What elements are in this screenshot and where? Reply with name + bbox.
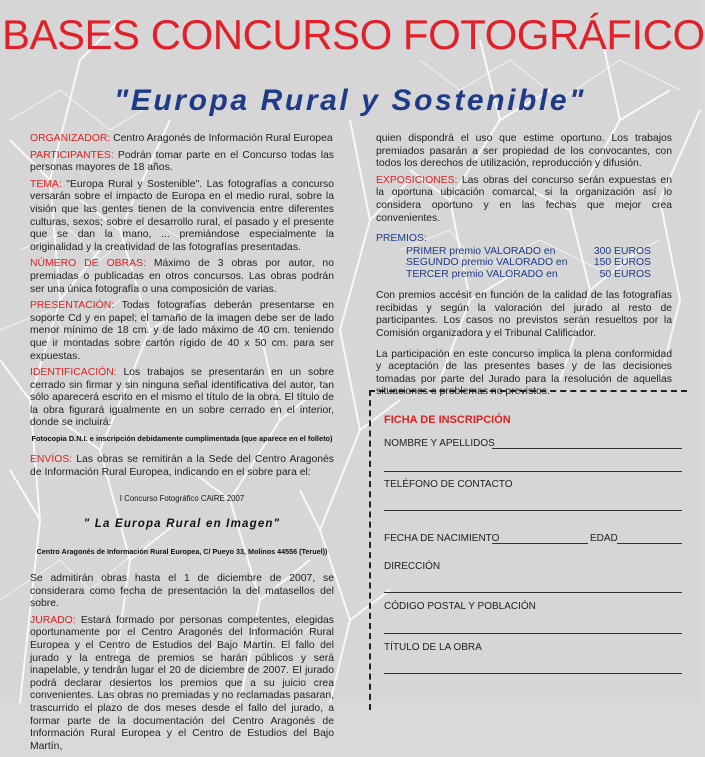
continuation-paragraph: quien dispondrá el uso que estime oportuno. Los trabajos premiados pasarán a ser propiedad de los convocantes, con todos los derechos de utilización, reproducción y difusión.	[376, 133, 672, 170]
edad-line[interactable]	[617, 543, 682, 544]
nombre-line-2[interactable]	[384, 471, 682, 472]
premio-row-tercer	[376, 269, 672, 281]
premio-amount: 50 EUROS	[599, 268, 651, 280]
contest-subtitle: "Europa Rural y Sostenible"	[113, 84, 587, 117]
premio-name: TERCER premio VALORADO en	[406, 268, 558, 280]
numero-paragraph	[30, 258, 334, 296]
registration-form-title: FICHA DE INSCRIPCIÓN	[384, 414, 511, 426]
admitiran-paragraph: Se admitirán obras hasta el 1 de diciembre de 2007, se considerara como fecha de presentación la del matasellos del sobre.	[30, 573, 334, 610]
exposiciones-text: Las obras del concurso serán expuestas en la oportuna ubicación comarcal, si la organización así lo considera oportuno y en las fechas que mejor crea convenientes.	[376, 174, 672, 224]
titulo-obra-line[interactable]	[384, 673, 682, 674]
premio-row-primer	[376, 246, 672, 258]
fotocopia-note: Fotocopia D.N.I. e inscripción debidamente cumplimentada (que aparece en el folleto)	[31, 434, 333, 444]
participantes-label: PARTICIPANTES:	[30, 149, 114, 161]
presentacion-label: PRESENTACIÓN:	[30, 300, 115, 312]
telefono-line[interactable]	[384, 510, 682, 511]
telefono-label: TELÉFONO DE CONTACTO	[384, 479, 513, 490]
numero-label: NÚMERO DE OBRAS:	[30, 258, 146, 270]
direccion-line[interactable]	[384, 592, 682, 593]
europa-imagen-title: " La Europa Rural en Imagen"	[83, 517, 281, 530]
exposiciones-label: EXPOSICIONES:	[376, 174, 458, 186]
organizador-paragraph	[30, 133, 334, 146]
envios-label: ENVÍOS:	[30, 454, 73, 466]
presentacion-text: Todas fotografías deberán presentarse en soporte Cd y en papel; el tamaño de la imagen debe ser de lado menor mínimo de 18 cm. y de lado máximo de 40 cm. teniendo que ir montadas sobre cartón rígido de 40 x 50 cm. para ser expuestas.	[30, 300, 334, 362]
tema-paragraph	[30, 179, 334, 255]
identificacion-text: Los trabajos se presentarán en un sobre cerrado sin firmar y sin ninguna señal identificativa del autor, tan sólo aparecerá escrito en el mismo el título de la obra. El título de la obra figurará igualmente en un sobre cerrado en el interior, donde se incluirá:	[30, 367, 334, 429]
jurado-label: JURADO:	[30, 614, 76, 626]
titulo-obra-label: TÍTULO DE LA OBRA	[384, 642, 482, 653]
premio-name: SEGUNDO premio VALORADO en	[406, 257, 568, 269]
concurso-caire-line: I Concurso Fotográfico CAIRE 2007	[119, 494, 245, 504]
identificacion-paragraph	[30, 367, 334, 430]
fecha-nacimiento-label: FECHA DE NACIMIENTO	[384, 533, 500, 544]
premio-amount: 150 EUROS	[593, 257, 651, 269]
exposiciones-paragraph	[376, 175, 672, 225]
premio-amount: 300 EUROS	[593, 245, 651, 257]
left-column	[30, 133, 334, 757]
accesit-paragraph: Con premios accésit en función de la calidad de las fotografías recibidas y según la valoración del jurado al resto de participantes. Los casos no previstos serán resueltos por la Comisión organizadora y el Tribunal Calificador.	[376, 290, 672, 340]
participantes-text: Podrán tomar parte en el Concurso todas las personas mayores de 18 años.	[30, 149, 334, 174]
edad-label: EDAD	[590, 533, 618, 544]
direccion-label: DIRECCIÓN	[384, 561, 441, 572]
address-line: Centro Aragonés de Información Rural Europea, C/ Pueyo 33, Molinos 44556 (Teruel))	[36, 547, 328, 557]
identificacion-label: IDENTIFICACIÓN:	[30, 367, 117, 379]
codigo-postal-line[interactable]	[384, 633, 682, 634]
jurado-paragraph	[30, 615, 334, 754]
nombre-line[interactable]	[492, 448, 682, 449]
right-column	[376, 133, 672, 403]
fecha-nacimiento-line[interactable]	[492, 543, 588, 544]
envios-paragraph	[30, 454, 334, 479]
participantes-paragraph	[30, 150, 334, 175]
envios-text: Las obras se remitirán a la Sede del Centro Aragonés de Información Rural Europea, indicando en el sobre para el:	[30, 454, 334, 478]
jurado-text: Estará formado por personas competentes, elegidas oportunamente por el Centro Aragonés del Información Rural Europea y el Centro de Estudios del Bajo Martín. El fallo del jurado y la entrega de premios se harán públicos y será inapelable, y tendrán lugar el 20 de diciembre de 2007. El jurado podrá declarar desiertos los premios que a su juicio crea convenientes. Las obras no premiadas y no reclamadas pasaran, trascurrido el plazo de dos meses desde el fallo del jurado, a formar parte de la documentación del Centro Aragonés de Información Rural Europea y el Centro de Estudios del Bajo Martín,	[30, 614, 334, 752]
premios-title: PREMIOS:	[376, 233, 427, 245]
premio-name: PRIMER premio VALORADO en	[406, 245, 556, 257]
numero-text: Máximo de 3 obras por autor, no premiadas o publicadas en otros concursos. Las obras podrán ser una única fotografía o una composición de varias.	[30, 258, 334, 295]
premio-row-segundo	[376, 257, 672, 269]
nombre-label: NOMBRE Y APELLIDOS	[384, 438, 495, 449]
codigo-postal-label: CÓDIGO POSTAL Y POBLACIÓN	[384, 601, 536, 612]
tema-label: TEMA:	[30, 178, 62, 190]
organizador-text: Centro Aragonés de Información Rural Europea	[110, 133, 333, 144]
organizador-label: ORGANIZADOR:	[30, 133, 111, 144]
tema-text: "Europa Rural y Sostenible". Las fotografías a concurso versarán sobre el impacto de Europa en el medio rural, sobre la visión que las gentes tienen de la convivencia entre diferentes culturas, sexos; sobre el desarrollo rural, el pasado y el presente que se dan la mano, ... premiándose especialmente la originalidad y la creatividad de las fotografías presentadas.	[30, 178, 334, 253]
page-title: BASES CONCURSO FOTOGRÁFICO	[2, 11, 705, 58]
presentacion-paragraph	[30, 300, 334, 363]
participacion-paragraph: La participación en este concurso implica la plena conformidad y aceptación de las presentes bases y de las decisiones tomadas por parte del Jurado para la resolución de aquellas situaciones o problemas no previstos.	[376, 348, 672, 398]
